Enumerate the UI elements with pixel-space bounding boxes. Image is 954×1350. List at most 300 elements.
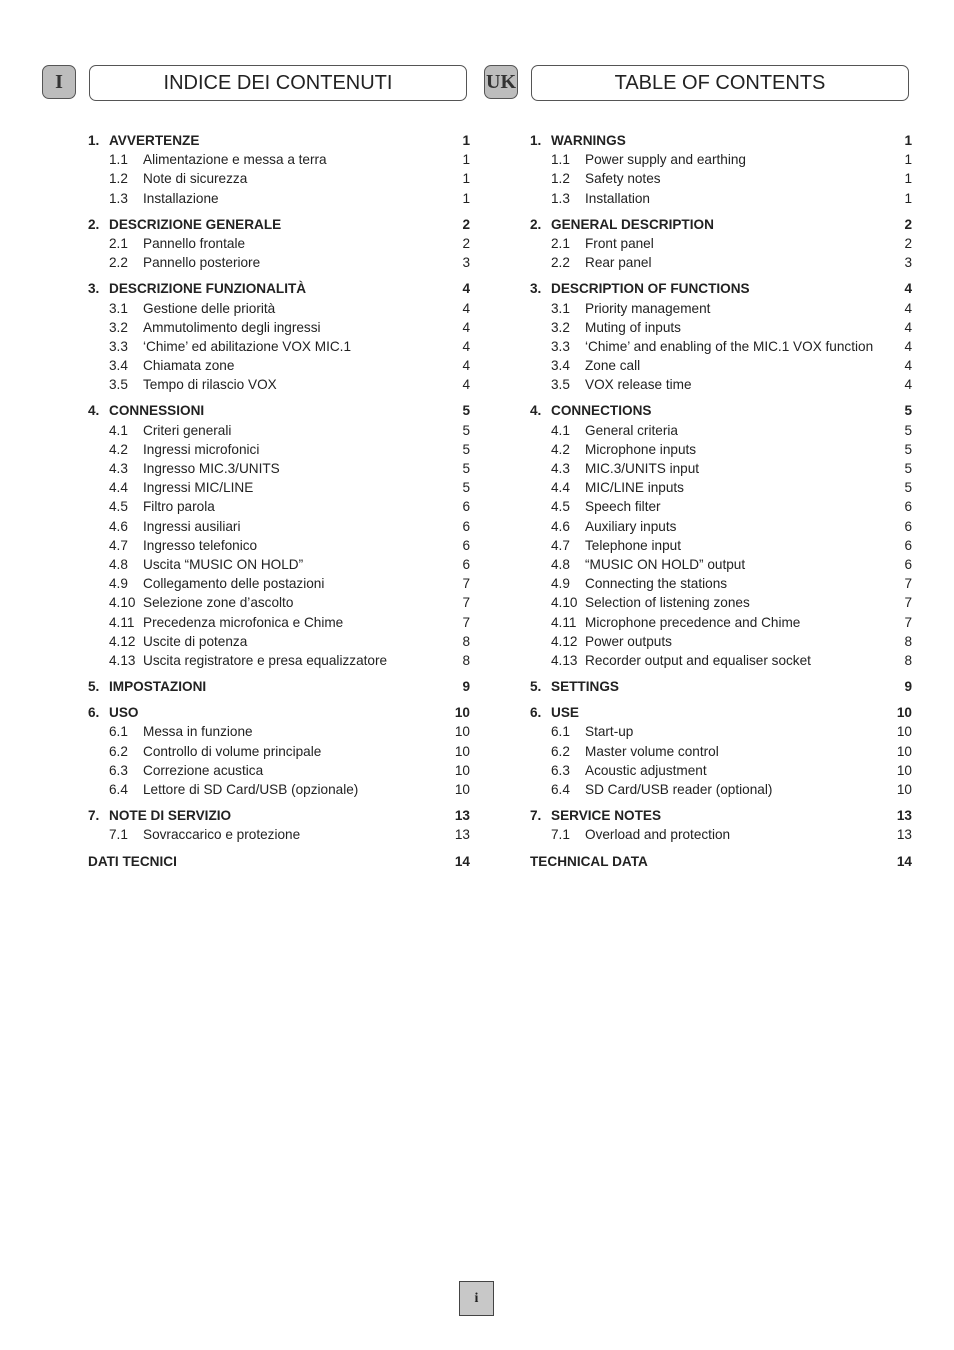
toc-heading-page: 14 (896, 853, 912, 869)
toc-entry-row[interactable] (88, 150, 470, 169)
toc-entry-page: 1 (462, 171, 470, 187)
toc-entry-row[interactable] (530, 440, 912, 459)
toc-entry-page: 6 (462, 499, 470, 515)
toc-entry-page: 4 (904, 377, 912, 393)
toc-entry-label: Ingressi microfonici (143, 441, 260, 457)
toc-entry-number: 4.8 (109, 556, 128, 572)
toc-entry-number: 6.4 (109, 782, 128, 797)
toc-entry-row[interactable] (88, 318, 470, 337)
language-badge-italian: I (42, 65, 76, 99)
toc-entry-label: Collegamento delle postazioni (143, 576, 325, 592)
toc-entry-row[interactable] (88, 356, 470, 375)
toc-heading-page: 9 (904, 679, 912, 695)
toc-entry-page: 1 (462, 152, 470, 168)
toc-entry-page: 6 (904, 556, 912, 572)
toc-entry-number: 2.1 (551, 235, 570, 251)
toc-entry-row[interactable] (530, 459, 912, 478)
toc-heading-label: NOTE DI SERVIZIO (109, 808, 232, 824)
toc-entry-number: 3.2 (109, 319, 128, 335)
toc-entry-page: 8 (904, 652, 912, 668)
toc-entry-page: 8 (904, 633, 912, 649)
toc-heading-label: CONNECTIONS (551, 403, 652, 419)
toc-entry-row[interactable] (88, 234, 470, 253)
toc-section (88, 279, 470, 394)
toc-entry-row[interactable] (88, 478, 470, 497)
toc-heading-label: SETTINGS (551, 679, 619, 695)
toc-entry-label: Uscita registratore e presa equalizzatore (143, 652, 388, 668)
toc-entry-number: 4.2 (109, 441, 128, 457)
toc-heading-row[interactable] (88, 131, 470, 150)
toc-entry-page: 7 (462, 614, 470, 630)
toc-entry-number: 4.1 (109, 422, 128, 438)
toc-entry-number: 1.1 (551, 152, 570, 168)
toc-entry-row[interactable] (530, 632, 912, 651)
toc-entry-number: 4.10 (109, 595, 136, 611)
toc-entry-number: 3.5 (109, 377, 128, 393)
toc-entry-page: 4 (462, 300, 470, 316)
toc-entry-number: 6.2 (551, 743, 570, 759)
toc-entry-page: 6 (904, 499, 912, 515)
toc-entry-row[interactable] (530, 497, 912, 516)
toc-entry-page: 4 (904, 319, 912, 335)
toc-entry-number: 4.12 (551, 633, 578, 649)
toc-heading-page: 14 (454, 853, 470, 869)
toc-entry-number: 2.2 (109, 255, 128, 271)
toc-heading-number: 4. (530, 403, 542, 419)
toc-entry-label: Gestione delle priorità (143, 300, 276, 316)
toc-section (530, 677, 912, 696)
toc-entry-label: Filtro parola (143, 499, 215, 515)
toc-entry-label: General criteria (585, 422, 678, 438)
toc-entry-number: 7.1 (109, 827, 128, 843)
toc-entry-number: 1.2 (551, 171, 570, 187)
toc-entry-number: 3.1 (551, 300, 570, 316)
toc-heading-number: 7. (88, 808, 100, 824)
toc-entry-label: Recorder output and equaliser socket (585, 652, 811, 668)
toc-heading-number: 5. (88, 679, 100, 695)
toc-entry-row[interactable] (88, 440, 470, 459)
toc-entry-number: 2.1 (109, 235, 128, 251)
toc-entry-number: 4.3 (551, 461, 570, 476)
toc-entry-label: Tempo di rilascio VOX (143, 377, 277, 393)
toc-entry-label: Zone call (585, 358, 641, 374)
toc-heading-row[interactable] (88, 703, 470, 722)
toc-entry-page: 5 (904, 461, 912, 476)
toc-section (88, 677, 470, 696)
toc-entry-number: 6.3 (109, 762, 128, 778)
toc-entry-number: 1.3 (551, 190, 570, 206)
page-number-badge: i (459, 1281, 494, 1316)
toc-heading-label: USE (551, 705, 579, 721)
toc-entry-label: Muting of inputs (585, 319, 681, 335)
toc-entry-row[interactable] (88, 299, 470, 318)
toc-entry-number: 4.6 (551, 518, 570, 534)
toc-entry-label: Installazione (143, 190, 219, 206)
toc-entry-label: MIC.3/UNITS input (585, 461, 700, 476)
toc-entry-row[interactable] (88, 593, 470, 612)
toc-entry-number: 6.1 (109, 724, 128, 740)
toc-list-english (530, 131, 912, 878)
toc-entry-number: 4.13 (551, 652, 578, 668)
toc-entry-row[interactable] (88, 574, 470, 593)
toc-entry-page: 7 (462, 595, 470, 611)
toc-heading-number: 4. (88, 403, 100, 419)
toc-entry-number: 4.7 (109, 537, 128, 553)
toc-entry-row[interactable] (530, 722, 912, 741)
toc-entry-label: VOX release time (585, 377, 692, 393)
toc-heading-label: SERVICE NOTES (551, 808, 662, 824)
toc-entry-page: 6 (462, 518, 470, 534)
toc-entry-number: 4.6 (109, 518, 128, 534)
toc-heading-row[interactable] (530, 279, 912, 298)
toc-entry-row[interactable] (530, 761, 912, 780)
toc-entry-page: 10 (896, 762, 912, 778)
toc-entry-row[interactable] (530, 169, 912, 188)
toc-entry-page: 5 (462, 441, 470, 457)
toc-entry-number: 3.5 (551, 377, 570, 393)
toc-entry-label: Telephone input (585, 537, 681, 553)
toc-entry-number: 4.11 (551, 614, 577, 630)
toc-entry-label: Ingresso telefonico (143, 537, 258, 553)
toc-entry-row[interactable] (530, 825, 912, 844)
toc-heading-number: 5. (530, 679, 542, 695)
toc-heading-page: 2 (462, 216, 470, 232)
toc-entry-row[interactable] (530, 651, 912, 670)
toc-entry-page: 1 (462, 190, 470, 206)
toc-entry-row[interactable] (88, 825, 470, 844)
toc-entry-page: 6 (904, 518, 912, 534)
toc-heading-row[interactable] (530, 703, 912, 722)
toc-entry-page: 7 (462, 576, 470, 592)
toc-heading-row[interactable] (530, 852, 912, 871)
toc-entry-number: 4.5 (109, 499, 128, 515)
toc-entry-row[interactable] (88, 337, 470, 356)
toc-entry-number: 4.2 (551, 441, 570, 457)
toc-heading-row[interactable] (530, 677, 912, 696)
toc-heading-label: IMPOSTAZIONI (109, 679, 207, 695)
toc-entry-label: Uscita “MUSIC ON HOLD” (143, 556, 304, 572)
toc-entry-number: 4.4 (551, 480, 570, 496)
toc-heading-page: 4 (462, 281, 470, 297)
toc-entry-page: 6 (904, 537, 912, 553)
toc-title-english: TABLE OF CONTENTS (531, 65, 909, 101)
toc-entry-page: 1 (904, 152, 912, 168)
toc-entry-label: Connecting the stations (585, 576, 728, 592)
toc-title-italian: INDICE DEI CONTENUTI (89, 65, 467, 101)
toc-entry-page: 1 (904, 171, 912, 187)
toc-entry-number: 4.9 (109, 576, 128, 592)
toc-entry-page: 10 (454, 743, 470, 759)
toc-entry-page: 4 (462, 358, 470, 374)
toc-heading-number: 6. (88, 705, 100, 721)
toc-entry-page: 10 (454, 782, 470, 797)
toc-entry-number: 1.3 (109, 190, 128, 206)
toc-entry-label: Power supply and earthing (585, 152, 746, 168)
toc-entry-label: Precedenza microfonica e Chime (143, 614, 344, 630)
toc-heading-row[interactable] (530, 131, 912, 150)
toc-entry-label: Uscite di potenza (143, 633, 248, 649)
toc-entry-label: Correzione acustica (143, 762, 264, 778)
toc-entry-page: 1 (904, 190, 912, 206)
toc-heading-page: 13 (454, 808, 470, 824)
toc-entry-number: 3.4 (109, 358, 128, 374)
toc-list-italian (88, 131, 470, 878)
toc-entry-row[interactable] (88, 459, 470, 478)
toc-entry-label: SD Card/USB reader (optional) (585, 782, 773, 797)
toc-entry-label: Lettore di SD Card/USB (opzionale) (143, 782, 359, 797)
toc-entry-row[interactable] (88, 613, 470, 632)
toc-entry-row[interactable] (88, 375, 470, 394)
toc-entry-page: 10 (896, 782, 912, 797)
toc-entry-page: 7 (904, 595, 912, 611)
toc-entry-label: Installation (585, 190, 650, 206)
toc-entry-number: 7.1 (551, 827, 570, 843)
toc-heading-number: 3. (88, 281, 100, 297)
toc-heading-page: 10 (896, 705, 912, 721)
toc-entry-number: 4.8 (551, 556, 570, 572)
toc-entry-row[interactable] (530, 299, 912, 318)
toc-entry-page: 5 (904, 441, 912, 457)
toc-entry-row[interactable] (88, 632, 470, 651)
toc-entry-page: 3 (904, 255, 912, 271)
toc-entry-row[interactable] (88, 536, 470, 555)
toc-entry-row[interactable] (530, 189, 912, 208)
toc-heading-number: 2. (88, 216, 100, 232)
toc-heading-number: 2. (530, 216, 542, 232)
toc-section (88, 215, 470, 273)
toc-entry-label: Speech filter (585, 499, 661, 515)
toc-heading-label: DESCRIZIONE GENERALE (109, 216, 282, 232)
toc-entry-label: Controllo di volume principale (143, 743, 322, 759)
toc-entry-label: Criteri generali (143, 422, 232, 438)
toc-entry-number: 4.3 (109, 461, 128, 476)
toc-heading-page: 13 (896, 808, 912, 824)
toc-entry-number: 4.10 (551, 595, 578, 611)
toc-section (530, 806, 912, 844)
toc-entry-page: 8 (462, 633, 470, 649)
toc-heading-row[interactable] (88, 279, 470, 298)
toc-entry-number: 6.1 (551, 724, 570, 740)
toc-entry-row[interactable] (88, 651, 470, 670)
toc-entry-row[interactable] (88, 421, 470, 440)
toc-entry-label: Ingressi MIC/LINE (143, 480, 254, 496)
language-badge-english: UK (484, 65, 518, 99)
toc-entry-page: 7 (904, 614, 912, 630)
toc-entry-page: 4 (904, 338, 912, 354)
toc-entry-row[interactable] (88, 780, 470, 799)
toc-heading-label: GENERAL DESCRIPTION (551, 216, 714, 232)
toc-entry-label: Note di sicurezza (143, 171, 248, 187)
toc-entry-label: Chiamata zone (143, 358, 235, 374)
toc-entry-page: 4 (462, 377, 470, 393)
toc-entry-label: Microphone inputs (585, 441, 697, 457)
toc-heading-label: AVVERTENZE (109, 133, 200, 148)
toc-entry-page: 4 (462, 338, 470, 354)
toc-entry-label: MIC/LINE inputs (585, 480, 684, 496)
toc-entry-row[interactable] (530, 593, 912, 612)
toc-heading-row[interactable] (88, 677, 470, 696)
toc-heading-row[interactable] (88, 806, 470, 825)
toc-heading-label: DESCRIZIONE FUNZIONALITÀ (109, 281, 307, 297)
toc-entry-page: 4 (904, 358, 912, 374)
toc-entry-label: Rear panel (585, 255, 652, 271)
toc-heading-page: 4 (904, 281, 912, 297)
toc-entry-row[interactable] (530, 253, 912, 272)
toc-heading-page: 9 (462, 679, 470, 695)
toc-heading-number: 1. (88, 133, 100, 148)
toc-entry-page: 5 (462, 422, 470, 438)
toc-heading-page: 1 (462, 133, 470, 148)
toc-entry-label: Microphone precedence and Chime (585, 614, 801, 630)
toc-entry-row[interactable] (530, 478, 912, 497)
toc-entry-number: 2.2 (551, 255, 570, 271)
toc-entry-row[interactable] (88, 253, 470, 272)
toc-entry-row[interactable] (530, 337, 912, 356)
toc-entry-label: “MUSIC ON HOLD” output (585, 556, 746, 572)
toc-heading-row[interactable] (88, 215, 470, 234)
toc-entry-page: 4 (904, 300, 912, 316)
toc-entry-number: 4.7 (551, 537, 570, 553)
toc-heading-label: CONNESSIONI (109, 403, 205, 419)
toc-entry-page: 10 (454, 762, 470, 778)
toc-entry-page: 10 (896, 743, 912, 759)
toc-heading-number: 7. (530, 808, 542, 824)
toc-entry-number: 3.3 (551, 338, 570, 354)
toc-section (530, 852, 912, 871)
toc-entry-number: 4.5 (551, 499, 570, 515)
toc-entry-page: 5 (462, 461, 470, 476)
toc-heading-page: 1 (904, 133, 912, 148)
toc-entry-row[interactable] (530, 421, 912, 440)
toc-entry-number: 6.3 (551, 762, 570, 778)
toc-section (530, 703, 912, 799)
toc-heading-label: WARNINGS (551, 133, 626, 148)
toc-entry-page: 13 (896, 827, 912, 843)
toc-entry-label: Ammutolimento degli ingressi (143, 319, 321, 335)
toc-entry-row[interactable] (530, 150, 912, 169)
toc-entry-row[interactable] (88, 517, 470, 536)
toc-entry-row[interactable] (88, 761, 470, 780)
toc-entry-label: Ingresso MIC.3/UNITS (143, 461, 280, 476)
toc-entry-number: 4.4 (109, 480, 128, 496)
toc-entry-row[interactable] (530, 356, 912, 375)
toc-entry-page: 6 (462, 537, 470, 553)
toc-entry-label: Power outputs (585, 633, 672, 649)
toc-entry-page: 5 (904, 422, 912, 438)
toc-section (88, 131, 470, 208)
toc-heading-page: 5 (904, 403, 912, 419)
toc-entry-row[interactable] (530, 318, 912, 337)
toc-entry-page: 5 (904, 480, 912, 496)
toc-heading-row[interactable] (88, 401, 470, 420)
toc-entry-row[interactable] (88, 169, 470, 188)
toc-entry-number: 4.9 (551, 576, 570, 592)
toc-heading-row[interactable] (530, 401, 912, 420)
toc-heading-row[interactable] (88, 852, 470, 871)
toc-section (88, 806, 470, 844)
toc-heading-number: 6. (530, 705, 542, 721)
toc-entry-label: Start-up (585, 724, 634, 740)
toc-section (530, 401, 912, 670)
toc-heading-page: 10 (454, 705, 470, 721)
toc-entry-label: ‘Chime’ ed abilitazione VOX MIC.1 (143, 338, 352, 354)
toc-entry-row[interactable] (530, 742, 912, 761)
toc-entry-page: 4 (462, 319, 470, 335)
toc-entry-label: Pannello frontale (143, 235, 246, 251)
toc-entry-label: Priority management (585, 300, 711, 316)
toc-heading-label: DESCRIPTION OF FUNCTIONS (551, 281, 750, 297)
toc-section (530, 215, 912, 273)
toc-heading-label: USO (109, 705, 139, 721)
toc-section (530, 279, 912, 394)
toc-entry-number: 3.1 (109, 300, 128, 316)
toc-heading-page: 2 (904, 216, 912, 232)
toc-entry-row[interactable] (530, 780, 912, 799)
toc-entry-number: 6.2 (109, 743, 128, 759)
toc-heading-label: TECHNICAL DATA (530, 853, 648, 869)
toc-entry-label: Overload and protection (585, 827, 731, 843)
toc-entry-number: 3.4 (551, 358, 570, 374)
toc-entry-row[interactable] (88, 722, 470, 741)
toc-entry-page: 3 (462, 255, 470, 271)
toc-entry-row[interactable] (530, 536, 912, 555)
toc-heading-page: 5 (462, 403, 470, 419)
toc-entry-label: Ingressi ausiliari (143, 518, 241, 534)
toc-heading-row[interactable] (530, 806, 912, 825)
toc-entry-number: 3.2 (551, 319, 570, 335)
toc-entry-row[interactable] (530, 234, 912, 253)
toc-heading-label: DATI TECNICI (88, 853, 177, 869)
toc-entry-page: 10 (454, 724, 470, 740)
toc-entry-number: 4.12 (109, 633, 136, 649)
toc-heading-number: 1. (530, 133, 542, 148)
toc-entry-label: Sovraccarico e protezione (143, 827, 301, 843)
toc-entry-page: 13 (454, 827, 470, 843)
toc-entry-number: 6.4 (551, 782, 570, 797)
toc-entry-row[interactable] (530, 375, 912, 394)
toc-entry-row[interactable] (530, 613, 912, 632)
toc-entry-row[interactable] (530, 555, 912, 574)
toc-entry-page: 2 (904, 235, 912, 251)
toc-entry-row[interactable] (88, 555, 470, 574)
toc-entry-number: 3.3 (109, 338, 128, 354)
toc-entry-row[interactable] (88, 742, 470, 761)
toc-heading-number: 3. (530, 281, 542, 297)
toc-entry-label: Messa in funzione (143, 724, 253, 740)
toc-entry-label: Front panel (585, 235, 654, 251)
toc-section (88, 703, 470, 799)
toc-entry-label: Auxiliary inputs (585, 518, 677, 534)
toc-entry-label: ‘Chime’ and enabling of the MIC.1 VOX function (585, 338, 874, 354)
toc-entry-label: Alimentazione e messa a terra (143, 152, 327, 168)
toc-entry-page: 5 (462, 480, 470, 496)
toc-entry-row[interactable] (530, 574, 912, 593)
toc-entry-row[interactable] (88, 497, 470, 516)
toc-entry-page: 2 (462, 235, 470, 251)
toc-entry-page: 10 (896, 724, 912, 740)
toc-entry-label: Safety notes (585, 171, 661, 187)
toc-entry-row[interactable] (88, 189, 470, 208)
toc-entry-number: 4.13 (109, 652, 136, 668)
toc-section (88, 852, 470, 871)
toc-heading-row[interactable] (530, 215, 912, 234)
toc-section (530, 131, 912, 208)
toc-entry-row[interactable] (530, 517, 912, 536)
toc-entry-number: 4.11 (109, 614, 135, 630)
toc-entry-label: Master volume control (585, 743, 719, 759)
toc-entry-page: 8 (462, 652, 470, 668)
toc-entry-number: 4.1 (551, 422, 570, 438)
